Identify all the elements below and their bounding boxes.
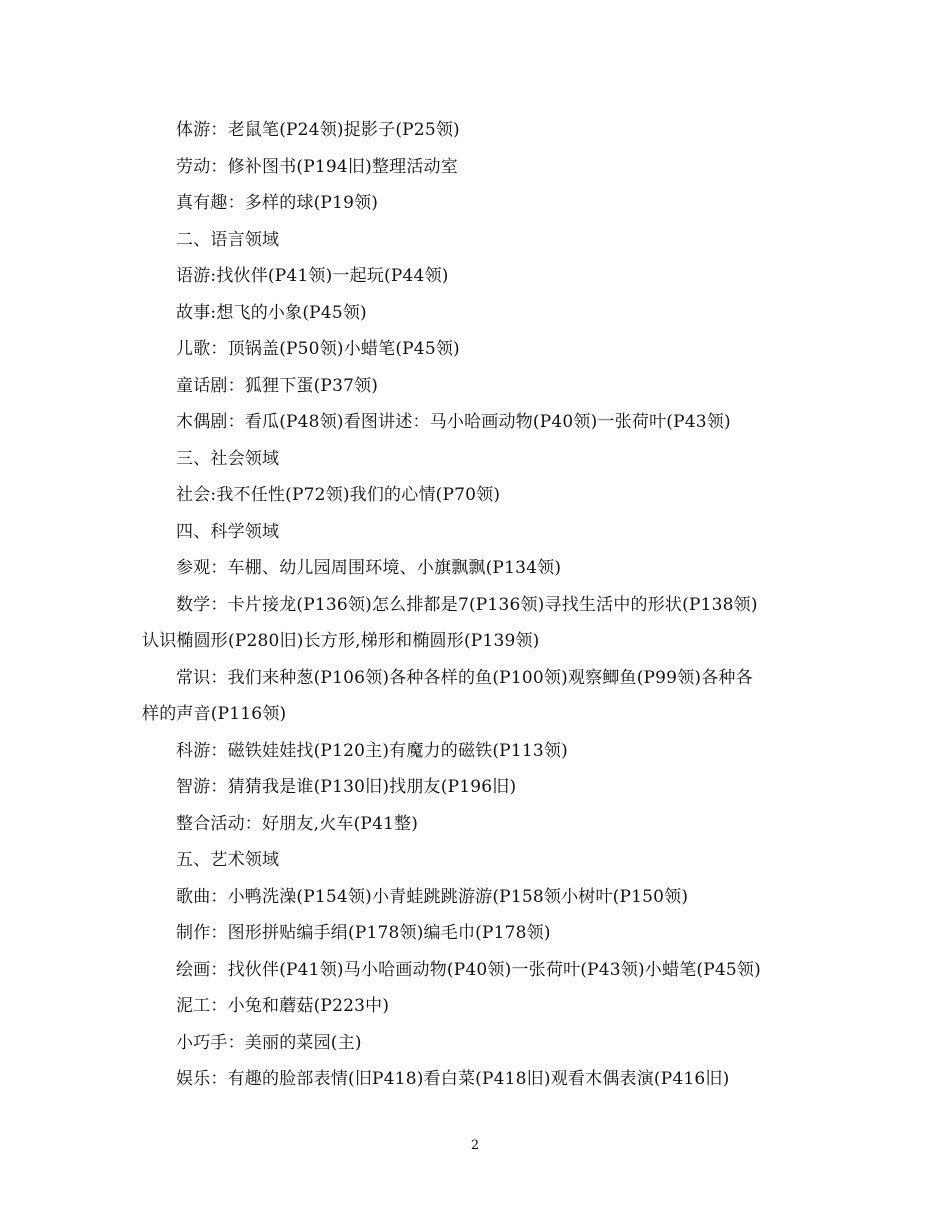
document-body — [142, 112, 818, 1098]
page-number: 2 — [470, 1138, 480, 1153]
text-line: 小巧手：美丽的菜园(主) — [176, 1032, 362, 1053]
text-line: 劳动：修补图书(P194旧)整理活动室 — [176, 156, 458, 177]
text-line: 泥工：小兔和蘑菇(P223中) — [176, 996, 390, 1016]
text-line: 木偶剧：看瓜(P48领)看图讲述：马小哈画动物(P40领)一张荷叶(P43领) — [176, 412, 731, 432]
text-line: 智游：猜猜我是谁(P130旧)找朋友(P196旧) — [176, 777, 517, 797]
text-line: 整合活动：好朋友,火车(P41整) — [176, 813, 419, 834]
text-line: 语游:找伙伴(P41领)一起玩(P44领) — [176, 266, 449, 286]
section-heading: 三、社会领域 — [176, 448, 280, 469]
text-line: 数学：卡片接龙(P136领)怎么排都是7(P136领)寻找生活中的形状(P138领) — [176, 594, 758, 615]
text-line: 歌曲：小鸭洗澡(P154领)小青蛙跳跳游游(P158领小树叶(P150领) — [176, 886, 689, 907]
section-heading: 五、艺术领域 — [176, 850, 280, 870]
text-line: 科游：磁铁娃娃找(P120主)有魔力的磁铁(P113领) — [176, 740, 568, 761]
text-line: 真有趣：多样的球(P19领) — [176, 193, 379, 213]
text-line: 绘画：找伙伴(P41领)马小哈画动物(P40领)一张荷叶(P43领)小蜡笔(P45领) — [176, 959, 761, 980]
section-heading: 二、语言领域 — [176, 229, 280, 250]
text-line: 参观：车棚、幼儿园周围环境、小旗飘飘(P134领) — [176, 558, 562, 578]
text-line: 常识：我们来种葱(P106领)各种各样的鱼(P100领)观察鲫鱼(P99领)各种各 — [176, 667, 753, 688]
text-line: 儿歌：顶锅盖(P50领)小蜡笔(P45领) — [176, 339, 460, 359]
text-line: 娱乐：有趣的脸部表情(旧P418)看白菜(P418旧)观看木偶表演(P416旧) — [176, 1069, 730, 1089]
text-line: 故事:想飞的小象(P45领) — [176, 302, 367, 323]
text-line: 制作：图形拼贴编手绢(P178领)编毛巾(P178领) — [176, 923, 551, 943]
text-line-continuation: 认识椭圆形(P280旧)长方形,梯形和椭圆形(P139领) — [142, 631, 540, 651]
text-line: 童话剧：狐狸下蛋(P37领) — [176, 375, 379, 396]
section-heading: 四、科学领域 — [176, 521, 280, 542]
text-line-continuation: 样的声音(P116领) — [142, 704, 287, 724]
text-line: 体游：老鼠笔(P24领)捉影子(P25领) — [176, 120, 460, 140]
text-line: 社会:我不任性(P72领)我们的心情(P70领) — [176, 485, 501, 505]
